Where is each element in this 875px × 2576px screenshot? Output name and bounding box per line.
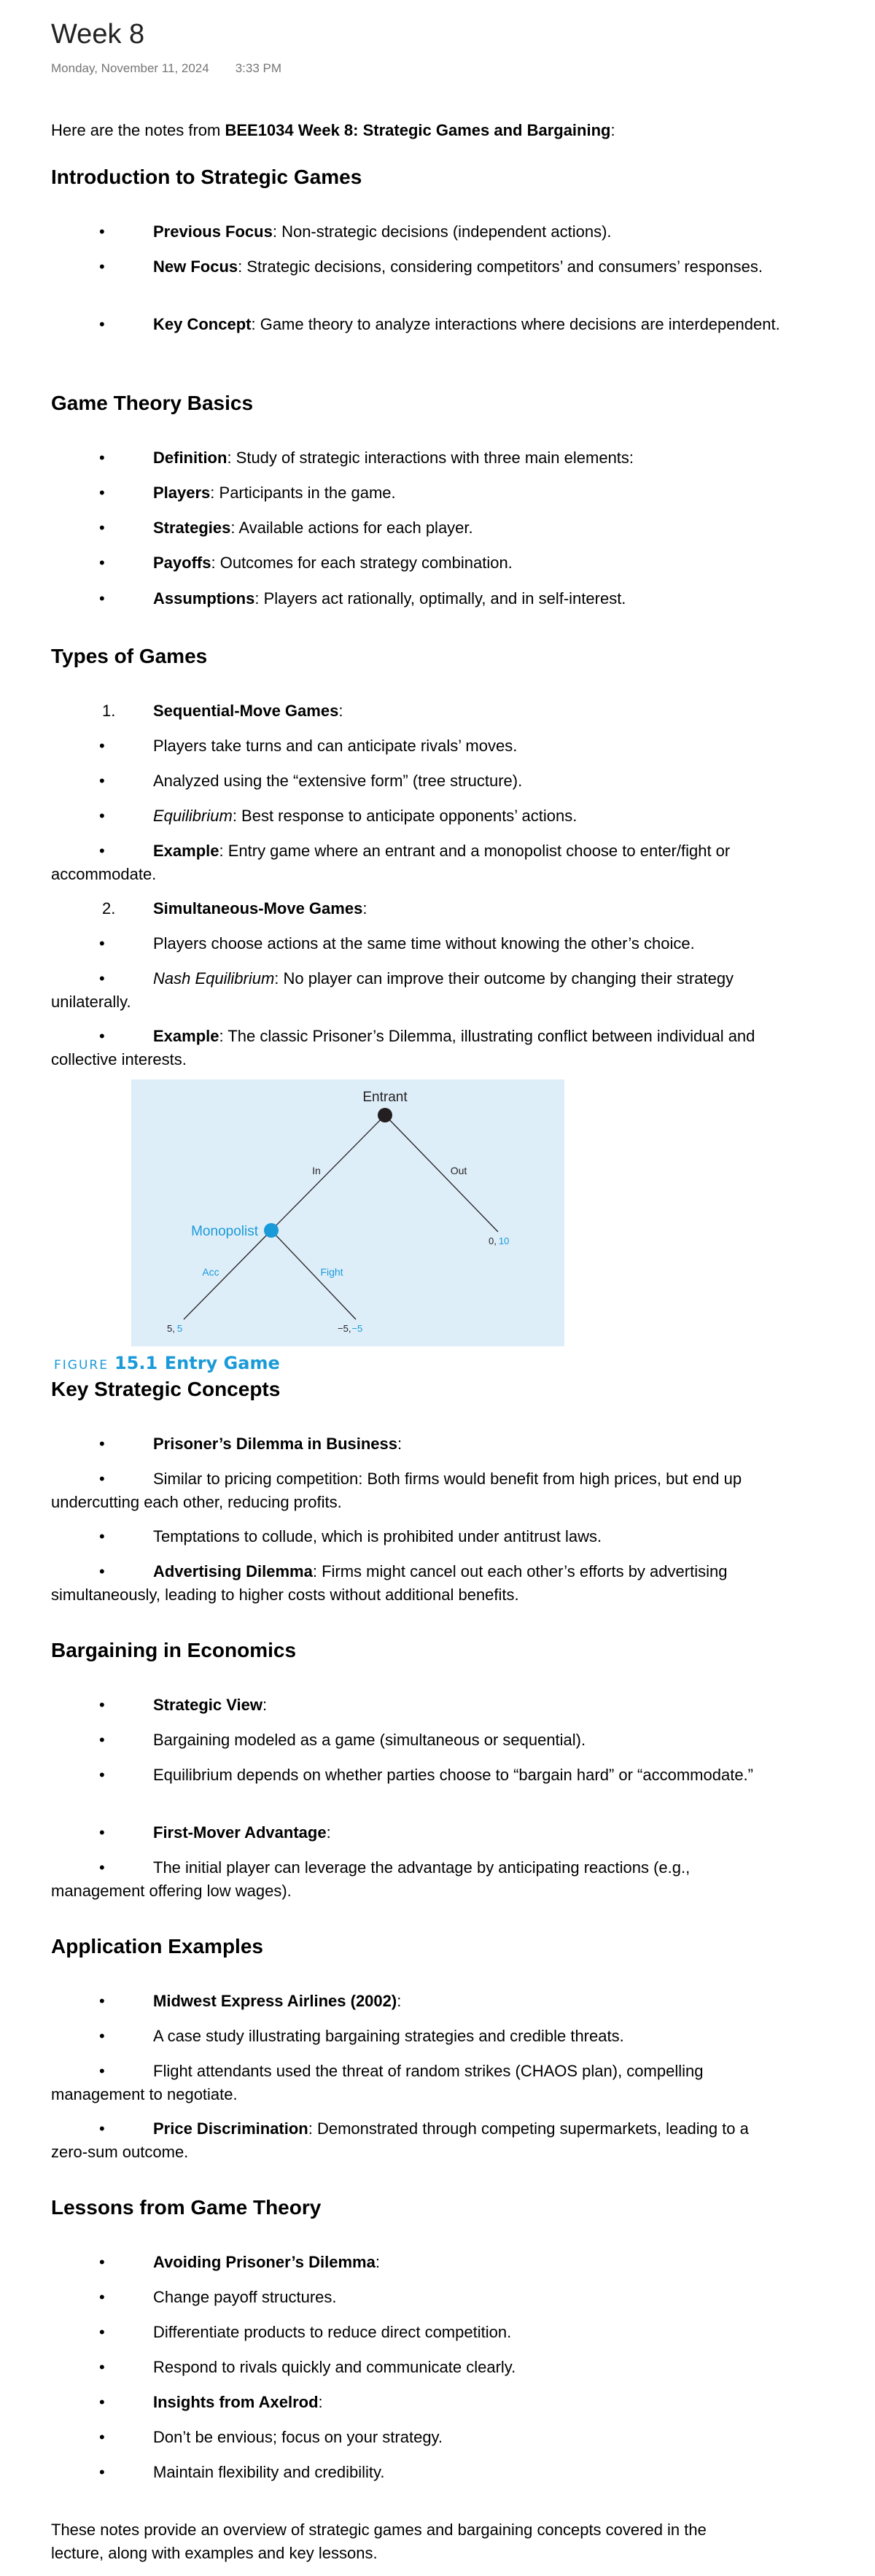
list-item (51, 2286, 780, 2309)
item-text: : Demonstrated through competing supermarkets, leading to a zero-sum outcome. (51, 2119, 749, 2161)
out-branch (385, 1115, 498, 1232)
entrant-node (378, 1108, 392, 1122)
monopolist-node (264, 1223, 279, 1238)
heading-bargaining: Bargaining in Economics (51, 1639, 297, 1661)
list-item (51, 1729, 780, 1752)
bullet-icon: • (99, 772, 105, 790)
list-item (51, 2461, 780, 2484)
item-text: Maintain flexibility and credibility. (153, 2463, 385, 2481)
item-bold: Simultaneous-Move Games (153, 899, 363, 917)
item-text: : (338, 702, 343, 720)
monopolist-payoff: 10 (498, 1235, 510, 1246)
item-text: : (262, 1696, 268, 1714)
item-text: : (375, 2253, 380, 2271)
bullet-icon: • (99, 1696, 105, 1714)
item-text: : Non-strategic decisions (independent actions). (272, 222, 612, 241)
item-text: Players take turns and can anticipate rivals’ moves. (153, 737, 518, 755)
game-tree-diagram (131, 1079, 564, 1346)
list-item (51, 1560, 780, 1607)
bullet-icon: • (99, 842, 105, 860)
item-text: Players choose actions at the same time without knowing the other’s choice. (153, 934, 695, 953)
list-item (51, 220, 780, 244)
bullet-icon: • (99, 2393, 105, 2411)
entrant-payoff: 0, (489, 1235, 497, 1246)
acc-payoff (167, 1323, 182, 1334)
heading-lessons: Lessons from Game Theory (51, 2196, 322, 2219)
bullet-icon: • (99, 1766, 105, 1784)
monopolist-payoff: 5 (176, 1323, 183, 1334)
bullet-icon: • (99, 1470, 105, 1488)
item-bold: Assumptions (153, 589, 255, 608)
bullet-icon: • (99, 1992, 105, 2010)
item-bold: Insights from Axelrod (153, 2393, 319, 2411)
item-bold: Example (153, 842, 219, 860)
list-item (51, 734, 780, 758)
intro-prefix: Here are the notes from (51, 121, 225, 139)
item-bold: Players (153, 484, 211, 502)
bullet-icon: • (99, 2253, 105, 2271)
list-item (51, 1694, 780, 1717)
entrant-label: Entrant (362, 1090, 408, 1105)
monopolist-payoff: −5 (351, 1323, 363, 1334)
item-text: : Players act rationally, optimally, and in self-interest. (254, 589, 626, 608)
list-item (51, 2321, 780, 2344)
list-item (51, 897, 780, 920)
bullet-icon: • (99, 1027, 105, 1045)
caption-title: Entry Game (164, 1353, 280, 1373)
acc-label: Acc (202, 1266, 219, 1278)
item-italic: Equilibrium (153, 807, 233, 825)
list-item (51, 1856, 780, 1903)
bullet-icon: • (99, 554, 105, 572)
page-meta (51, 61, 281, 76)
bullet-icon: • (99, 1858, 105, 1877)
item-text: Change payoff structures. (153, 2288, 337, 2306)
item-text: : Best response to anticipate opponents’ actions. (232, 807, 578, 825)
item-text: : Study of strategic interactions with three main elements: (227, 449, 634, 467)
item-text: : (397, 1435, 402, 1453)
bullet-icon: • (99, 484, 105, 502)
item-text: Similar to pricing competition: Both firms would benefit from high prices, but end up undercutting each other, reducing profits. (51, 1470, 742, 1511)
heading-applications: Application Examples (51, 1935, 263, 1958)
list-item (51, 1025, 780, 1071)
bullet-icon: • (99, 589, 105, 608)
bullet-icon: • (99, 2062, 105, 2080)
in-label: In (312, 1165, 321, 1176)
item-text: : Entry game where an entrant and a monopolist choose to enter/fight or accommodate. (51, 842, 731, 883)
item-text: Don’t be envious; focus on your strategy. (153, 2428, 443, 2446)
list-item (51, 804, 780, 828)
list-item (51, 2060, 780, 2106)
list-item (51, 1764, 780, 1787)
list-item (51, 481, 780, 505)
list-item (51, 1821, 780, 1844)
list-item (51, 446, 780, 470)
heading-basics: Game Theory Basics (51, 392, 254, 414)
item-text: : Game theory to analyze interactions where decisions are interdependent. (251, 315, 780, 333)
out-payoff (489, 1235, 509, 1246)
list-item (51, 587, 780, 610)
heading-concepts: Key Strategic Concepts (51, 1378, 281, 1400)
item-text: The initial player can leverage the advantage by anticipating reactions (e.g., management offering low wages). (51, 1858, 691, 1900)
bullet-icon: • (99, 2119, 105, 2138)
item-bold: Payoffs (153, 554, 211, 572)
list-item (51, 1467, 780, 1514)
acc-branch (184, 1230, 271, 1319)
item-bold: Prisoner’s Dilemma in Business (153, 1435, 398, 1453)
item-text: Flight attendants used the threat of random strikes (CHAOS plan), compelling management to negotiate. (51, 2062, 704, 2103)
bullet-icon: • (99, 449, 105, 467)
list-item (51, 1525, 780, 1548)
list-item (51, 2117, 780, 2164)
item-bold: Midwest Express Airlines (2002) (153, 1992, 397, 2010)
bullet-icon: • (99, 934, 105, 953)
out-label: Out (450, 1165, 467, 1176)
in-branch (271, 1115, 385, 1230)
list-item (51, 2391, 780, 2414)
page-title: Week 8 (51, 19, 145, 50)
bullet-icon: • (99, 315, 105, 333)
bullet-icon: • (99, 1435, 105, 1453)
monopolist-label: Monopolist (191, 1224, 258, 1239)
item-text: : (362, 899, 368, 917)
bullet-icon: • (99, 969, 105, 988)
item-bold: Example (153, 1027, 219, 1045)
list-item (51, 2251, 780, 2274)
item-text: Respond to rivals quickly and communicate clearly. (153, 2358, 516, 2376)
item-text: Bargaining modeled as a game (simultaneous or sequential). (153, 1731, 586, 1749)
bullet-icon: • (99, 519, 105, 537)
item-text: A case study illustrating bargaining strategies and credible threats. (153, 2027, 624, 2045)
list-item (51, 2025, 780, 2048)
heading-intro-games: Introduction to Strategic Games (51, 166, 362, 188)
heading-types: Types of Games (51, 645, 208, 667)
list-number: 2. (102, 899, 116, 917)
item-text: Temptations to collude, which is prohibited under antitrust laws. (153, 1527, 602, 1545)
intro-suffix: : (610, 121, 615, 139)
bullet-icon: • (99, 2428, 105, 2446)
figure-caption (54, 1353, 280, 1373)
fight-branch (271, 1230, 356, 1319)
item-bold: Price Discrimination (153, 2119, 308, 2138)
item-text: Analyzed using the “extensive form” (tree structure). (153, 772, 523, 790)
bullet-icon: • (99, 737, 105, 755)
list-item (51, 2356, 780, 2379)
item-bold: Definition (153, 449, 228, 467)
list-item (51, 551, 780, 575)
list-item (51, 2426, 780, 2449)
item-text: : Firms might cancel out each other’s efforts by advertising simultaneously, leading to higher costs without additional benefits. (51, 1562, 728, 1604)
item-text: : The classic Prisoner’s Dilemma, illustrating conflict between individual and collective interests. (51, 1027, 755, 1068)
entry-game-figure (131, 1079, 564, 1346)
page-time: 3:33 PM (235, 61, 282, 75)
bullet-icon: • (99, 1562, 105, 1580)
item-text: : (397, 1992, 402, 2010)
item-bold: Key Concept (153, 315, 252, 333)
item-text: Differentiate products to reduce direct competition. (153, 2323, 512, 2341)
bullet-icon: • (99, 2288, 105, 2306)
list-item (51, 1990, 780, 2013)
intro-bold: BEE1034 Week 8: Strategic Games and Bargaining (225, 121, 611, 139)
item-bold: First-Mover Advantage (153, 1823, 327, 1842)
caption-number: 15.1 (114, 1353, 158, 1373)
list-number: 1. (102, 702, 116, 720)
item-italic: Nash Equilibrium (153, 969, 275, 988)
item-bold: Sequential-Move Games (153, 702, 339, 720)
bullet-icon: • (99, 1731, 105, 1749)
fight-payoff (338, 1323, 362, 1334)
item-bold: Strategic View (153, 1696, 262, 1714)
intro-paragraph (51, 121, 615, 140)
item-text: : (318, 2393, 323, 2411)
list-item (51, 932, 780, 955)
item-bold: Advertising Dilemma (153, 1562, 313, 1580)
bullet-icon: • (99, 807, 105, 825)
caption-word: FIGURE (54, 1358, 109, 1373)
bullet-icon: • (99, 2463, 105, 2481)
item-text: Equilibrium depends on whether parties choose to “bargain hard” or “accommodate.” (153, 1766, 753, 1784)
item-text: : Available actions for each player. (230, 519, 473, 537)
list-item (51, 255, 780, 279)
item-bold: Strategies (153, 519, 231, 537)
item-text: : No player can improve their outcome by changing their strategy unilaterally. (51, 969, 734, 1011)
bullet-icon: • (99, 2358, 105, 2376)
bullet-icon: • (99, 222, 105, 241)
page-date: Monday, November 11, 2024 (51, 61, 209, 75)
list-item (51, 839, 780, 886)
entrant-payoff: 5, (167, 1323, 175, 1334)
list-item (51, 516, 780, 540)
fight-label: Fight (320, 1266, 343, 1278)
list-item (51, 967, 780, 1014)
item-text: : Outcomes for each strategy combination. (211, 554, 513, 572)
item-bold: New Focus (153, 257, 238, 276)
bullet-icon: • (99, 1823, 105, 1842)
list-item (51, 699, 780, 723)
closing-paragraph: These notes provide an overview of strategic games and bargaining concepts covered in the lecture, along with examples and key lessons. (51, 2521, 707, 2562)
item-text: : (326, 1823, 331, 1842)
bullet-icon: • (99, 2323, 105, 2341)
bullet-icon: • (99, 257, 105, 276)
bullet-icon: • (99, 2027, 105, 2045)
entrant-payoff: −5, (338, 1323, 351, 1334)
bullet-icon: • (99, 1527, 105, 1545)
item-bold: Avoiding Prisoner’s Dilemma (153, 2253, 376, 2271)
list-item (51, 313, 780, 336)
list-item (51, 1432, 780, 1456)
item-text: : Participants in the game. (210, 484, 396, 502)
item-text: : Strategic decisions, considering competitors’ and consumers’ responses. (238, 257, 763, 276)
item-bold: Previous Focus (153, 222, 273, 241)
list-item (51, 769, 780, 793)
